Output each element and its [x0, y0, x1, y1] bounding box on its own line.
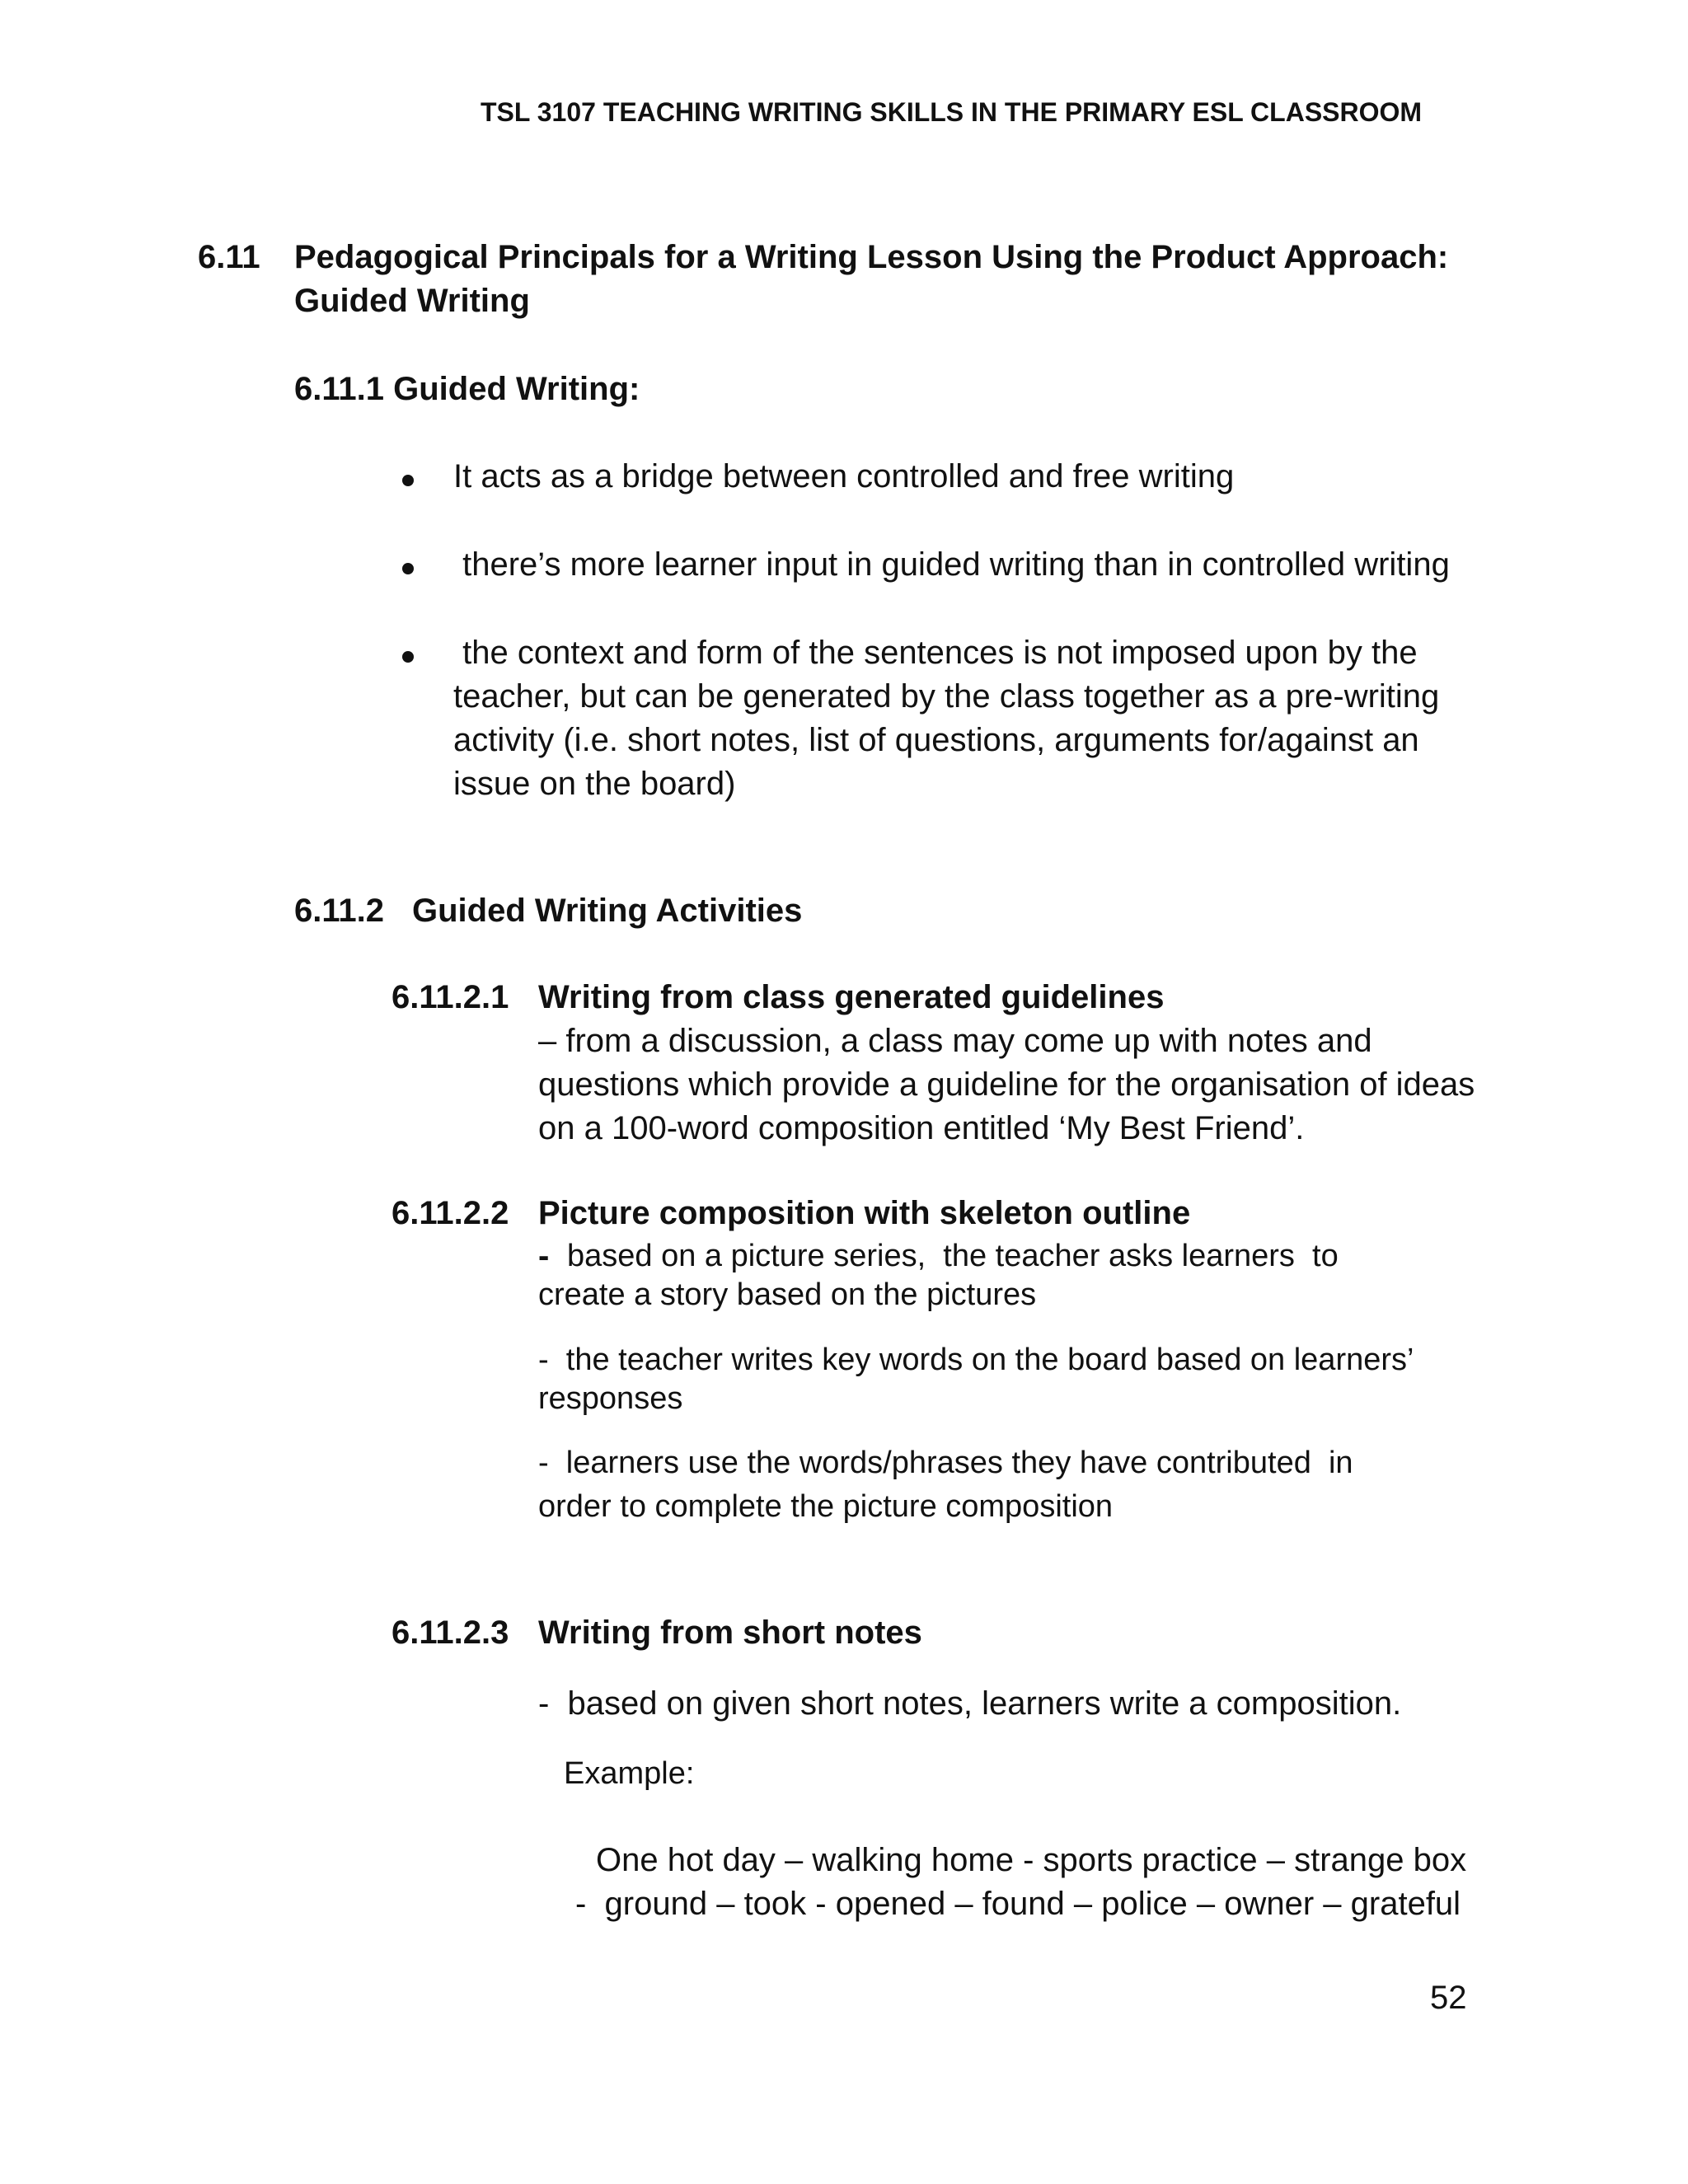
bullet-item-context-line: activity (i.e. short notes, list of questions, arguments for/against an — [453, 722, 1419, 758]
bullet-dot-icon — [402, 651, 414, 663]
activity-point-line: - the teacher writes key words on the board based on learners’ — [538, 1343, 1414, 1377]
bullet-item-learner-input: there’s more learner input in guided writing than in controlled writing — [453, 546, 1450, 583]
section-number: 6.11 — [198, 239, 260, 275]
bullet-item-context-line: teacher, but can be generated by the class together as a pre-writing — [453, 678, 1440, 715]
activity-point-line: create a story based on the pictures — [538, 1277, 1037, 1312]
page-number: 52 — [1430, 1980, 1467, 2016]
running-header: TSL 3107 TEACHING WRITING SKILLS IN THE PRIMARY ESL CLASSROOM — [481, 97, 1423, 127]
section-title-line2: Guided Writing — [294, 283, 530, 319]
example-notes-line: - ground – took - opened – found – police – owner – grateful — [575, 1886, 1461, 1922]
subsection-title-guided-writing: 6.11.1 Guided Writing: — [294, 371, 640, 407]
activity-title: Picture composition with skeleton outline — [538, 1195, 1191, 1231]
activity-point-line: responses — [538, 1381, 683, 1416]
activity-number: 6.11.2.2 — [392, 1195, 509, 1231]
subsection-number: 6.11.2 — [294, 893, 385, 929]
subsection-title-activities: Guided Writing Activities — [412, 893, 803, 929]
activity-number: 6.11.2.3 — [392, 1615, 509, 1651]
activity-text-line: questions which provide a guideline for the organisation of ideas — [538, 1066, 1475, 1103]
bullet-dot-icon — [402, 563, 414, 574]
example-label: Example: — [564, 1756, 695, 1791]
bullet-item-context-line: the context and form of the sentences is not imposed upon by the — [453, 635, 1418, 671]
bullet-item-bridge: It acts as a bridge between controlled and free writing — [453, 458, 1235, 494]
activity-title: Writing from class generated guidelines — [538, 979, 1165, 1015]
activity-text-line: - based on given short notes, learners write a composition. — [538, 1685, 1402, 1722]
bullet-item-context-line: issue on the board) — [453, 766, 736, 802]
activity-point-line: order to complete the picture composition — [538, 1489, 1114, 1524]
dash-marker: - — [538, 1238, 550, 1274]
activity-point-line: based on a picture series, the teacher asks learners to — [567, 1239, 1339, 1273]
bullet-dot-icon — [402, 475, 414, 486]
activity-text-line: – from a discussion, a class may come up with notes and — [538, 1023, 1372, 1059]
activity-number: 6.11.2.1 — [392, 979, 509, 1015]
activity-title: Writing from short notes — [538, 1615, 922, 1651]
section-title-line1: Pedagogical Principals for a Writing Lesson Using the Product Approach: — [294, 239, 1449, 275]
activity-point-line: - learners use the words/phrases they have contributed in — [538, 1446, 1353, 1480]
activity-text-line: on a 100-word composition entitled ‘My Best Friend’. — [538, 1110, 1305, 1146]
example-notes-line: One hot day – walking home - sports practice – strange box — [596, 1842, 1467, 1878]
